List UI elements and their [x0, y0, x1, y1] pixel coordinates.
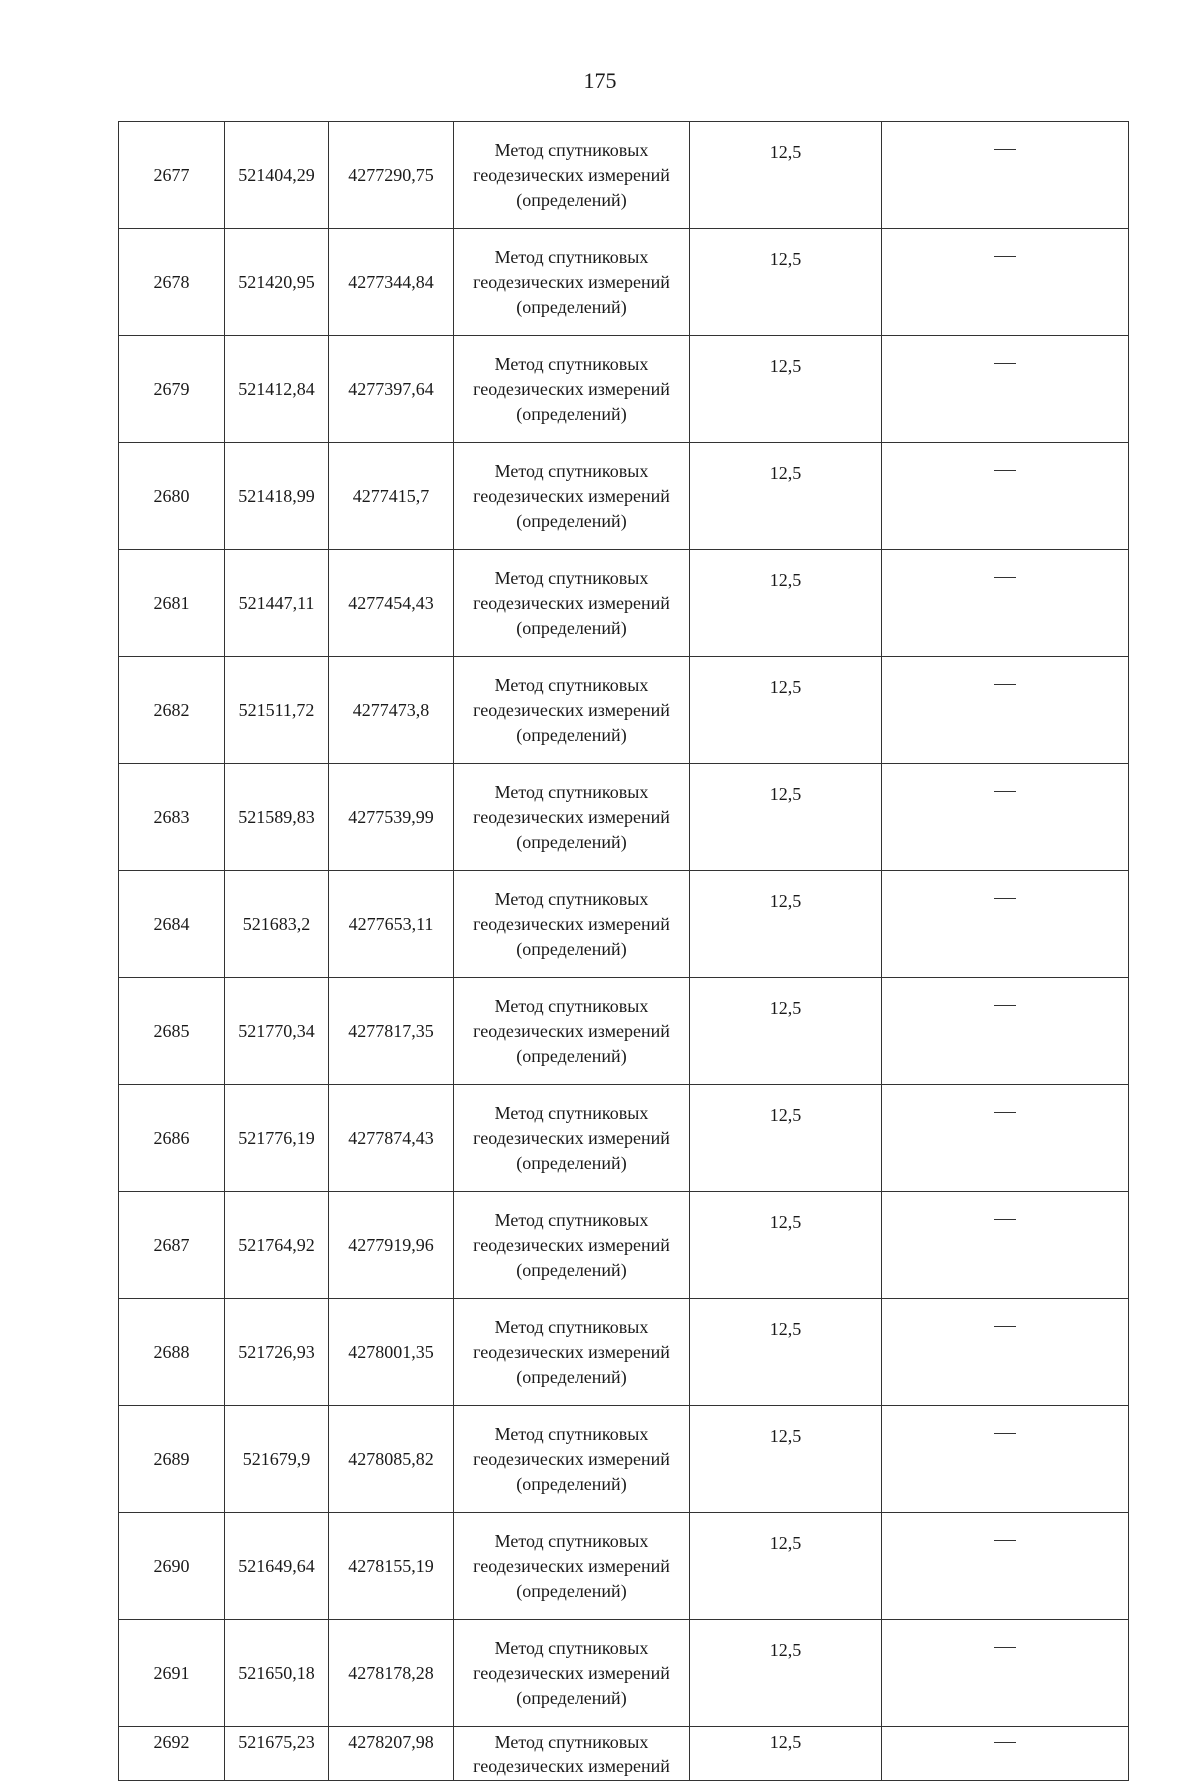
dash-mark [994, 1005, 1016, 1006]
table-row [119, 1192, 1129, 1299]
mean-error-cell: 12,5 [690, 1620, 882, 1727]
x-coordinate-cell: 521404,29 [225, 122, 329, 229]
method-line: (определений) [516, 296, 627, 317]
point-number-cell: 2687 [119, 1192, 225, 1299]
note-cell [882, 336, 1129, 443]
method-cell [454, 1085, 690, 1192]
method-line: Метод спутниковых [494, 353, 649, 374]
x-coordinate-cell: 521683,2 [225, 871, 329, 978]
method-line: Метод спутниковых [494, 1637, 649, 1658]
method-line: геодезических измерений [473, 1448, 670, 1469]
table-row [119, 443, 1129, 550]
method-line: Метод спутниковых [494, 674, 649, 695]
method-line: геодезических измерений [473, 1020, 670, 1041]
dash-mark [994, 1112, 1016, 1113]
table-row [119, 764, 1129, 871]
table-row [119, 1620, 1129, 1727]
method-cell [454, 1620, 690, 1727]
note-cell [882, 1192, 1129, 1299]
y-coordinate-cell: 4277454,43 [329, 550, 454, 657]
method-line: Метод спутниковых [494, 1209, 649, 1230]
mean-error-cell: 12,5 [690, 1727, 882, 1781]
y-coordinate-cell: 4277415,7 [329, 443, 454, 550]
point-number-cell: 2689 [119, 1406, 225, 1513]
point-number-cell: 2682 [119, 657, 225, 764]
method-line: (определений) [516, 831, 627, 852]
table-row [119, 978, 1129, 1085]
mean-error-cell: 12,5 [690, 1299, 882, 1406]
note-cell [882, 978, 1129, 1085]
mean-error-cell: 12,5 [690, 122, 882, 229]
dash-mark [994, 363, 1016, 364]
y-coordinate-cell: 4277653,11 [329, 871, 454, 978]
method-cell [454, 1192, 690, 1299]
dash-mark [994, 149, 1016, 150]
x-coordinate-cell: 521511,72 [225, 657, 329, 764]
table-row [119, 657, 1129, 764]
method-line: (определений) [516, 1152, 627, 1173]
y-coordinate-cell: 4277397,64 [329, 336, 454, 443]
x-coordinate-cell: 521420,95 [225, 229, 329, 336]
point-number-cell: 2679 [119, 336, 225, 443]
point-number-cell: 2678 [119, 229, 225, 336]
note-cell [882, 229, 1129, 336]
point-number-cell: 2686 [119, 1085, 225, 1192]
method-line: Метод спутниковых [494, 1316, 649, 1337]
table-row [119, 871, 1129, 978]
method-line: (определений) [516, 1045, 627, 1066]
dash-mark [994, 898, 1016, 899]
note-cell [882, 1406, 1129, 1513]
method-line: геодезических измерений [473, 592, 670, 613]
method-line: геодезических измерений [473, 1756, 670, 1776]
note-cell [882, 1299, 1129, 1406]
note-cell [882, 1727, 1129, 1781]
table-row [119, 550, 1129, 657]
dash-mark [994, 256, 1016, 257]
y-coordinate-cell: 4278085,82 [329, 1406, 454, 1513]
dash-mark [994, 470, 1016, 471]
table-row [119, 1513, 1129, 1620]
method-cell [454, 1299, 690, 1406]
dash-mark [994, 577, 1016, 578]
dash-mark [994, 1326, 1016, 1327]
point-number-cell: 2681 [119, 550, 225, 657]
point-number-cell: 2680 [119, 443, 225, 550]
mean-error-cell: 12,5 [690, 1085, 882, 1192]
method-line: Метод спутниковых [494, 246, 649, 267]
table-row [119, 229, 1129, 336]
y-coordinate-cell: 4277817,35 [329, 978, 454, 1085]
dash-mark [994, 1219, 1016, 1220]
x-coordinate-cell: 521764,92 [225, 1192, 329, 1299]
note-cell [882, 1620, 1129, 1727]
method-line: (определений) [516, 938, 627, 959]
method-cell [454, 336, 690, 443]
point-number-cell: 2691 [119, 1620, 225, 1727]
method-cell [454, 657, 690, 764]
x-coordinate-cell: 521412,84 [225, 336, 329, 443]
table-row [119, 122, 1129, 229]
y-coordinate-cell: 4277874,43 [329, 1085, 454, 1192]
dash-mark [994, 1647, 1016, 1648]
note-cell [882, 1513, 1129, 1620]
method-line: геодезических измерений [473, 1234, 670, 1255]
x-coordinate-cell: 521649,64 [225, 1513, 329, 1620]
page-number: 175 [583, 68, 617, 93]
method-cell [454, 1513, 690, 1620]
note-cell [882, 122, 1129, 229]
point-number-cell: 2690 [119, 1513, 225, 1620]
method-line: (определений) [516, 510, 627, 531]
point-number-cell: 2688 [119, 1299, 225, 1406]
method-line: геодезических измерений [473, 164, 670, 185]
note-cell [882, 1085, 1129, 1192]
mean-error-cell: 12,5 [690, 1513, 882, 1620]
note-cell [882, 657, 1129, 764]
method-line: Метод спутниковых [494, 460, 649, 481]
method-line: Метод спутниковых [494, 1732, 649, 1752]
table-row [119, 1727, 1129, 1781]
method-line: (определений) [516, 1580, 627, 1601]
method-line: геодезических измерений [473, 806, 670, 827]
note-cell [882, 764, 1129, 871]
mean-error-cell: 12,5 [690, 1406, 882, 1513]
method-line: Метод спутниковых [494, 1102, 649, 1123]
table-row [119, 1085, 1129, 1192]
method-line: (определений) [516, 1473, 627, 1494]
method-cell [454, 443, 690, 550]
y-coordinate-cell: 4278001,35 [329, 1299, 454, 1406]
method-line: геодезических измерений [473, 913, 670, 934]
mean-error-cell: 12,5 [690, 443, 882, 550]
table-body [119, 122, 1129, 1781]
x-coordinate-cell: 521726,93 [225, 1299, 329, 1406]
y-coordinate-cell: 4277473,8 [329, 657, 454, 764]
method-line: геодезических измерений [473, 378, 670, 399]
method-line: геодезических измерений [473, 699, 670, 720]
x-coordinate-cell: 521447,11 [225, 550, 329, 657]
note-cell [882, 871, 1129, 978]
method-line: геодезических измерений [473, 1555, 670, 1576]
method-line: геодезических измерений [473, 1341, 670, 1362]
mean-error-cell: 12,5 [690, 229, 882, 336]
method-line: (определений) [516, 1687, 627, 1708]
dash-mark [994, 1742, 1016, 1743]
y-coordinate-cell: 4277919,96 [329, 1192, 454, 1299]
point-number-cell: 2692 [119, 1727, 225, 1781]
mean-error-cell: 12,5 [690, 764, 882, 871]
point-number-cell: 2677 [119, 122, 225, 229]
method-line: (определений) [516, 1259, 627, 1280]
method-cell [454, 122, 690, 229]
y-coordinate-cell: 4278207,98 [329, 1727, 454, 1781]
mean-error-cell: 12,5 [690, 657, 882, 764]
method-line: Метод спутниковых [494, 888, 649, 909]
method-line: (определений) [516, 724, 627, 745]
method-cell [454, 871, 690, 978]
method-line: Метод спутниковых [494, 781, 649, 802]
method-line: геодезических измерений [473, 1662, 670, 1683]
method-cell [454, 1727, 690, 1781]
y-coordinate-cell: 4277539,99 [329, 764, 454, 871]
method-line: геодезических измерений [473, 1127, 670, 1148]
table-row [119, 1299, 1129, 1406]
dash-mark [994, 684, 1016, 685]
note-cell [882, 443, 1129, 550]
point-number-cell: 2684 [119, 871, 225, 978]
dash-mark [994, 1433, 1016, 1434]
y-coordinate-cell: 4278178,28 [329, 1620, 454, 1727]
coordinates-table [118, 121, 1129, 1781]
method-line: Метод спутниковых [494, 995, 649, 1016]
mean-error-cell: 12,5 [690, 1192, 882, 1299]
y-coordinate-cell: 4278155,19 [329, 1513, 454, 1620]
method-line: Метод спутниковых [494, 139, 649, 160]
method-line: (определений) [516, 403, 627, 424]
dash-mark [994, 1540, 1016, 1541]
method-line: геодезических измерений [473, 271, 670, 292]
method-cell [454, 978, 690, 1085]
mean-error-cell: 12,5 [690, 336, 882, 443]
note-cell [882, 550, 1129, 657]
method-line: Метод спутниковых [494, 1423, 649, 1444]
method-cell [454, 550, 690, 657]
mean-error-cell: 12,5 [690, 550, 882, 657]
dash-mark [994, 791, 1016, 792]
point-number-cell: 2685 [119, 978, 225, 1085]
method-cell [454, 1406, 690, 1513]
x-coordinate-cell: 521776,19 [225, 1085, 329, 1192]
method-line: (определений) [516, 1366, 627, 1387]
table-row [119, 1406, 1129, 1513]
x-coordinate-cell: 521770,34 [225, 978, 329, 1085]
x-coordinate-cell: 521418,99 [225, 443, 329, 550]
x-coordinate-cell: 521589,83 [225, 764, 329, 871]
x-coordinate-cell: 521675,23 [225, 1727, 329, 1781]
method-line: Метод спутниковых [494, 1530, 649, 1551]
point-number-cell: 2683 [119, 764, 225, 871]
method-cell [454, 229, 690, 336]
x-coordinate-cell: 521679,9 [225, 1406, 329, 1513]
method-line: геодезических измерений [473, 485, 670, 506]
mean-error-cell: 12,5 [690, 871, 882, 978]
y-coordinate-cell: 4277344,84 [329, 229, 454, 336]
method-line: (определений) [516, 617, 627, 638]
method-line: Метод спутниковых [494, 567, 649, 588]
y-coordinate-cell: 4277290,75 [329, 122, 454, 229]
method-cell [454, 764, 690, 871]
x-coordinate-cell: 521650,18 [225, 1620, 329, 1727]
mean-error-cell: 12,5 [690, 978, 882, 1085]
table-row [119, 336, 1129, 443]
method-line: (определений) [516, 189, 627, 210]
